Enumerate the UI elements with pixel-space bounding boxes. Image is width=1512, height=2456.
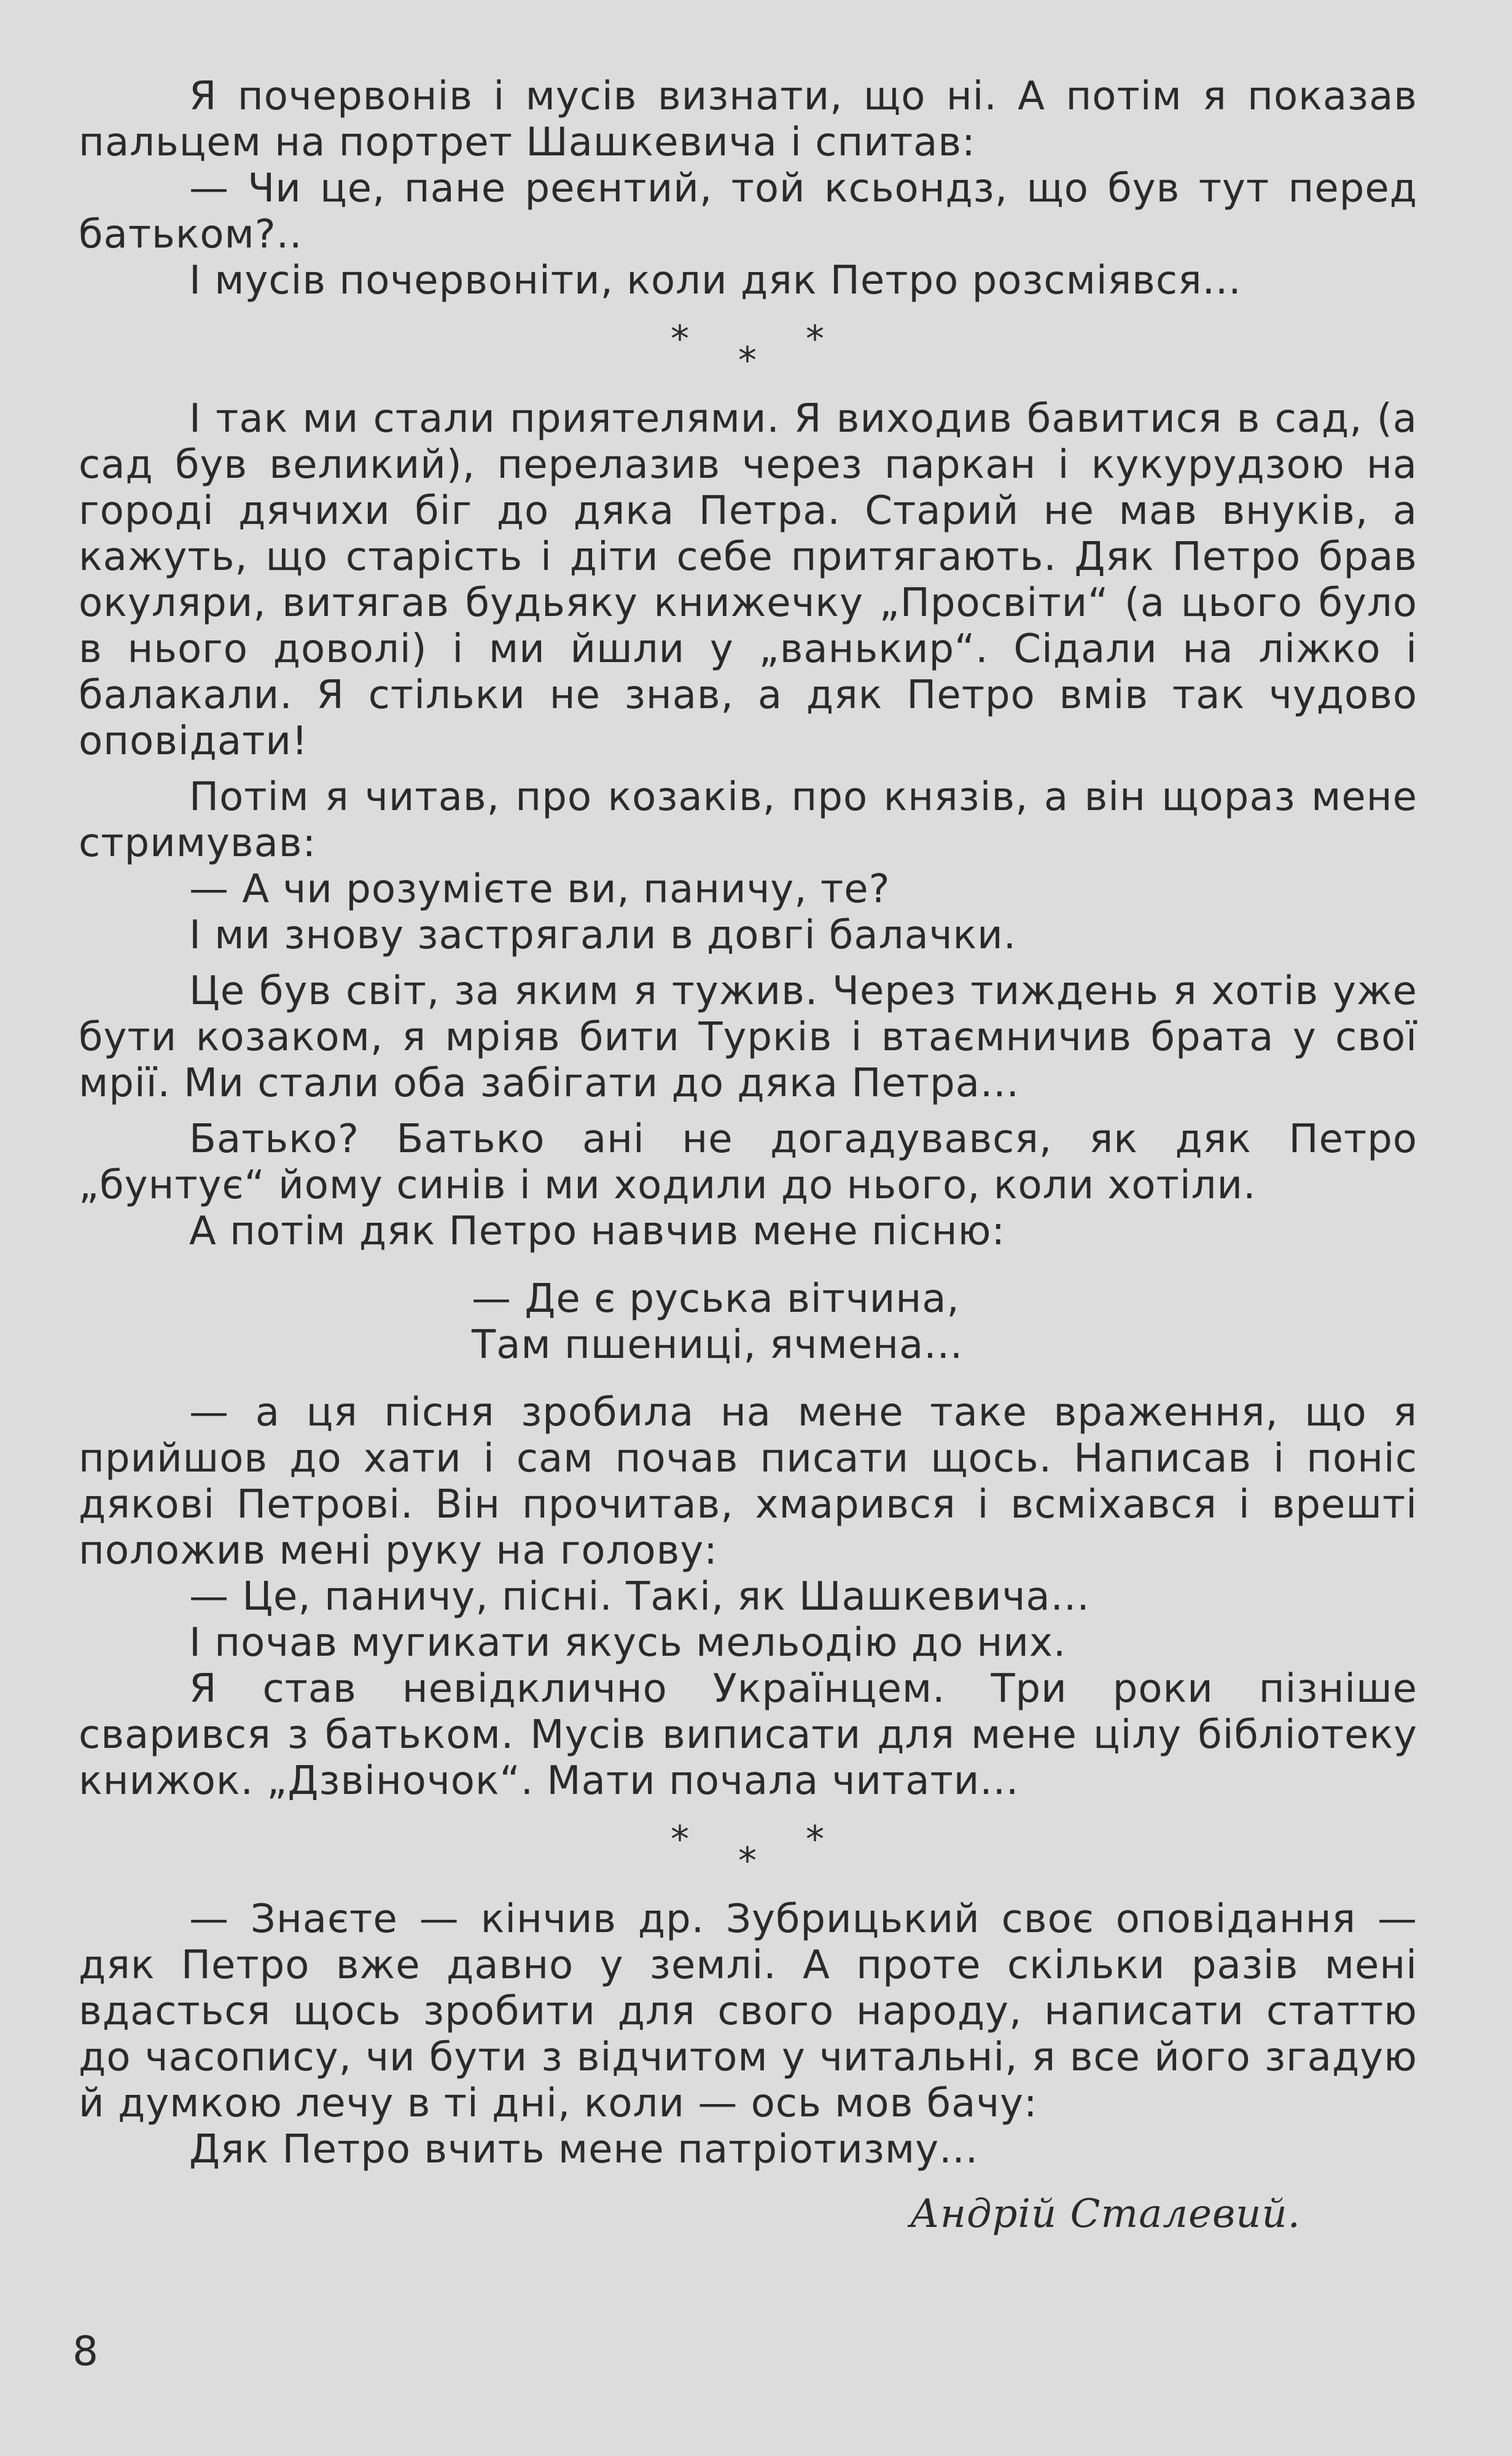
separator-star: * [806,1818,825,1861]
section-separator [79,304,1417,396]
paragraph: Дяк Петро вчить мене патріотизму... [189,2127,979,2172]
paragraph: А потім дяк Петро навчив мене пісню: [189,1209,1006,1254]
paragraph: І так ми стали приятелями. Я виходив бавитися в сад, (а сад був великий), перелазив через паркан і кукурудзою на городі дячихи біг до дяка Петра. Старий не мав внуків, а кажуть, що старість і діти себе притягають. Дяк Петро брав окуляри, витягав будьяку книжечку „Просвіти“ (а цього було в нього доволі) і ми йшли у „ванькир“. Сідали на ліжко і балакали. Я стільки не знав, а дяк Петро вмів так чудово оповідати! [79,396,1417,764]
paragraph: — Знаєте — кінчив др. Зубрицький своє оповідання — дяк Петро вже давно у землі. А проте скільки разів мені вдасться щось зробити для свого народу, написати статтю до часопису, чи бути з відчитом у читальні, я все його згадую й думкою лечу в ті дні, коли — ось мов бачу: [79,1897,1417,2126]
body-text [79,74,1417,2237]
paragraph: Потім я читав, про козаків, про князів, а він щораз мене стримував: [79,774,1417,866]
paragraph: — Це, паничу, пісні. Такі, як Шашкевича... [189,1574,1090,1620]
separator-star: * [806,318,825,361]
author-signature: Андрій Сталевий. [910,2191,1301,2237]
paragraph: — Чи це, пане реєнтий, той ксьондз, що був тут перед батьком?.. [79,166,1417,257]
separator-star: * [738,339,757,382]
song-verse [472,1276,1417,1368]
page-number: 8 [72,2328,98,2375]
separator-star: * [671,1818,690,1861]
paragraph: — А чи розумієте ви, паничу, те? [189,867,890,912]
paragraph: І ми знову застрягали в довгі балачки. [189,913,1017,958]
verse-line: Там пшениці, ячмена... [472,1322,964,1368]
paragraph: — а ця пісня зробила на мене таке враження, що я прийшов до хати і сам почав писати щось. Написав і поніс дякові Петрові. Він прочитав, хмарився і всміхався і врешті положив мені руку на голову: [79,1390,1417,1573]
paragraph: Це був світ, за яким я тужив. Через тиждень я хотів уже бути козаком, я мріяв бити Турків і втаємничив брата у свої мрії. Ми стали оба забігати до дяка Петра... [79,969,1417,1106]
paragraph: Я став невідклично Українцем. Три роки пізніше сварився з батьком. Мусів виписати для мене цілу бібліотеку книжок. „Дзвіночок“. Мати почала читати... [79,1666,1417,1804]
section-separator [79,1804,1417,1897]
separator-star: * [671,318,690,361]
separator-star: * [738,1839,757,1882]
verse-line: — Де є руська вітчина, [472,1276,960,1322]
paragraph: І почав мугикати якусь мельодію до них. [189,1620,1067,1666]
paragraph: Я почервонів і мусів визнати, що ні. А потім я показав пальцем на портрет Шашкевича і спитав: [79,74,1417,165]
paragraph: Батько? Батько ані не догадувався, як дяк Петро „бунтує“ йому синів і ми ходили до нього, коли хотіли. [79,1117,1417,1208]
paragraph: І мусів почервоніти, коли дяк Петро розсміявся... [189,258,1242,303]
